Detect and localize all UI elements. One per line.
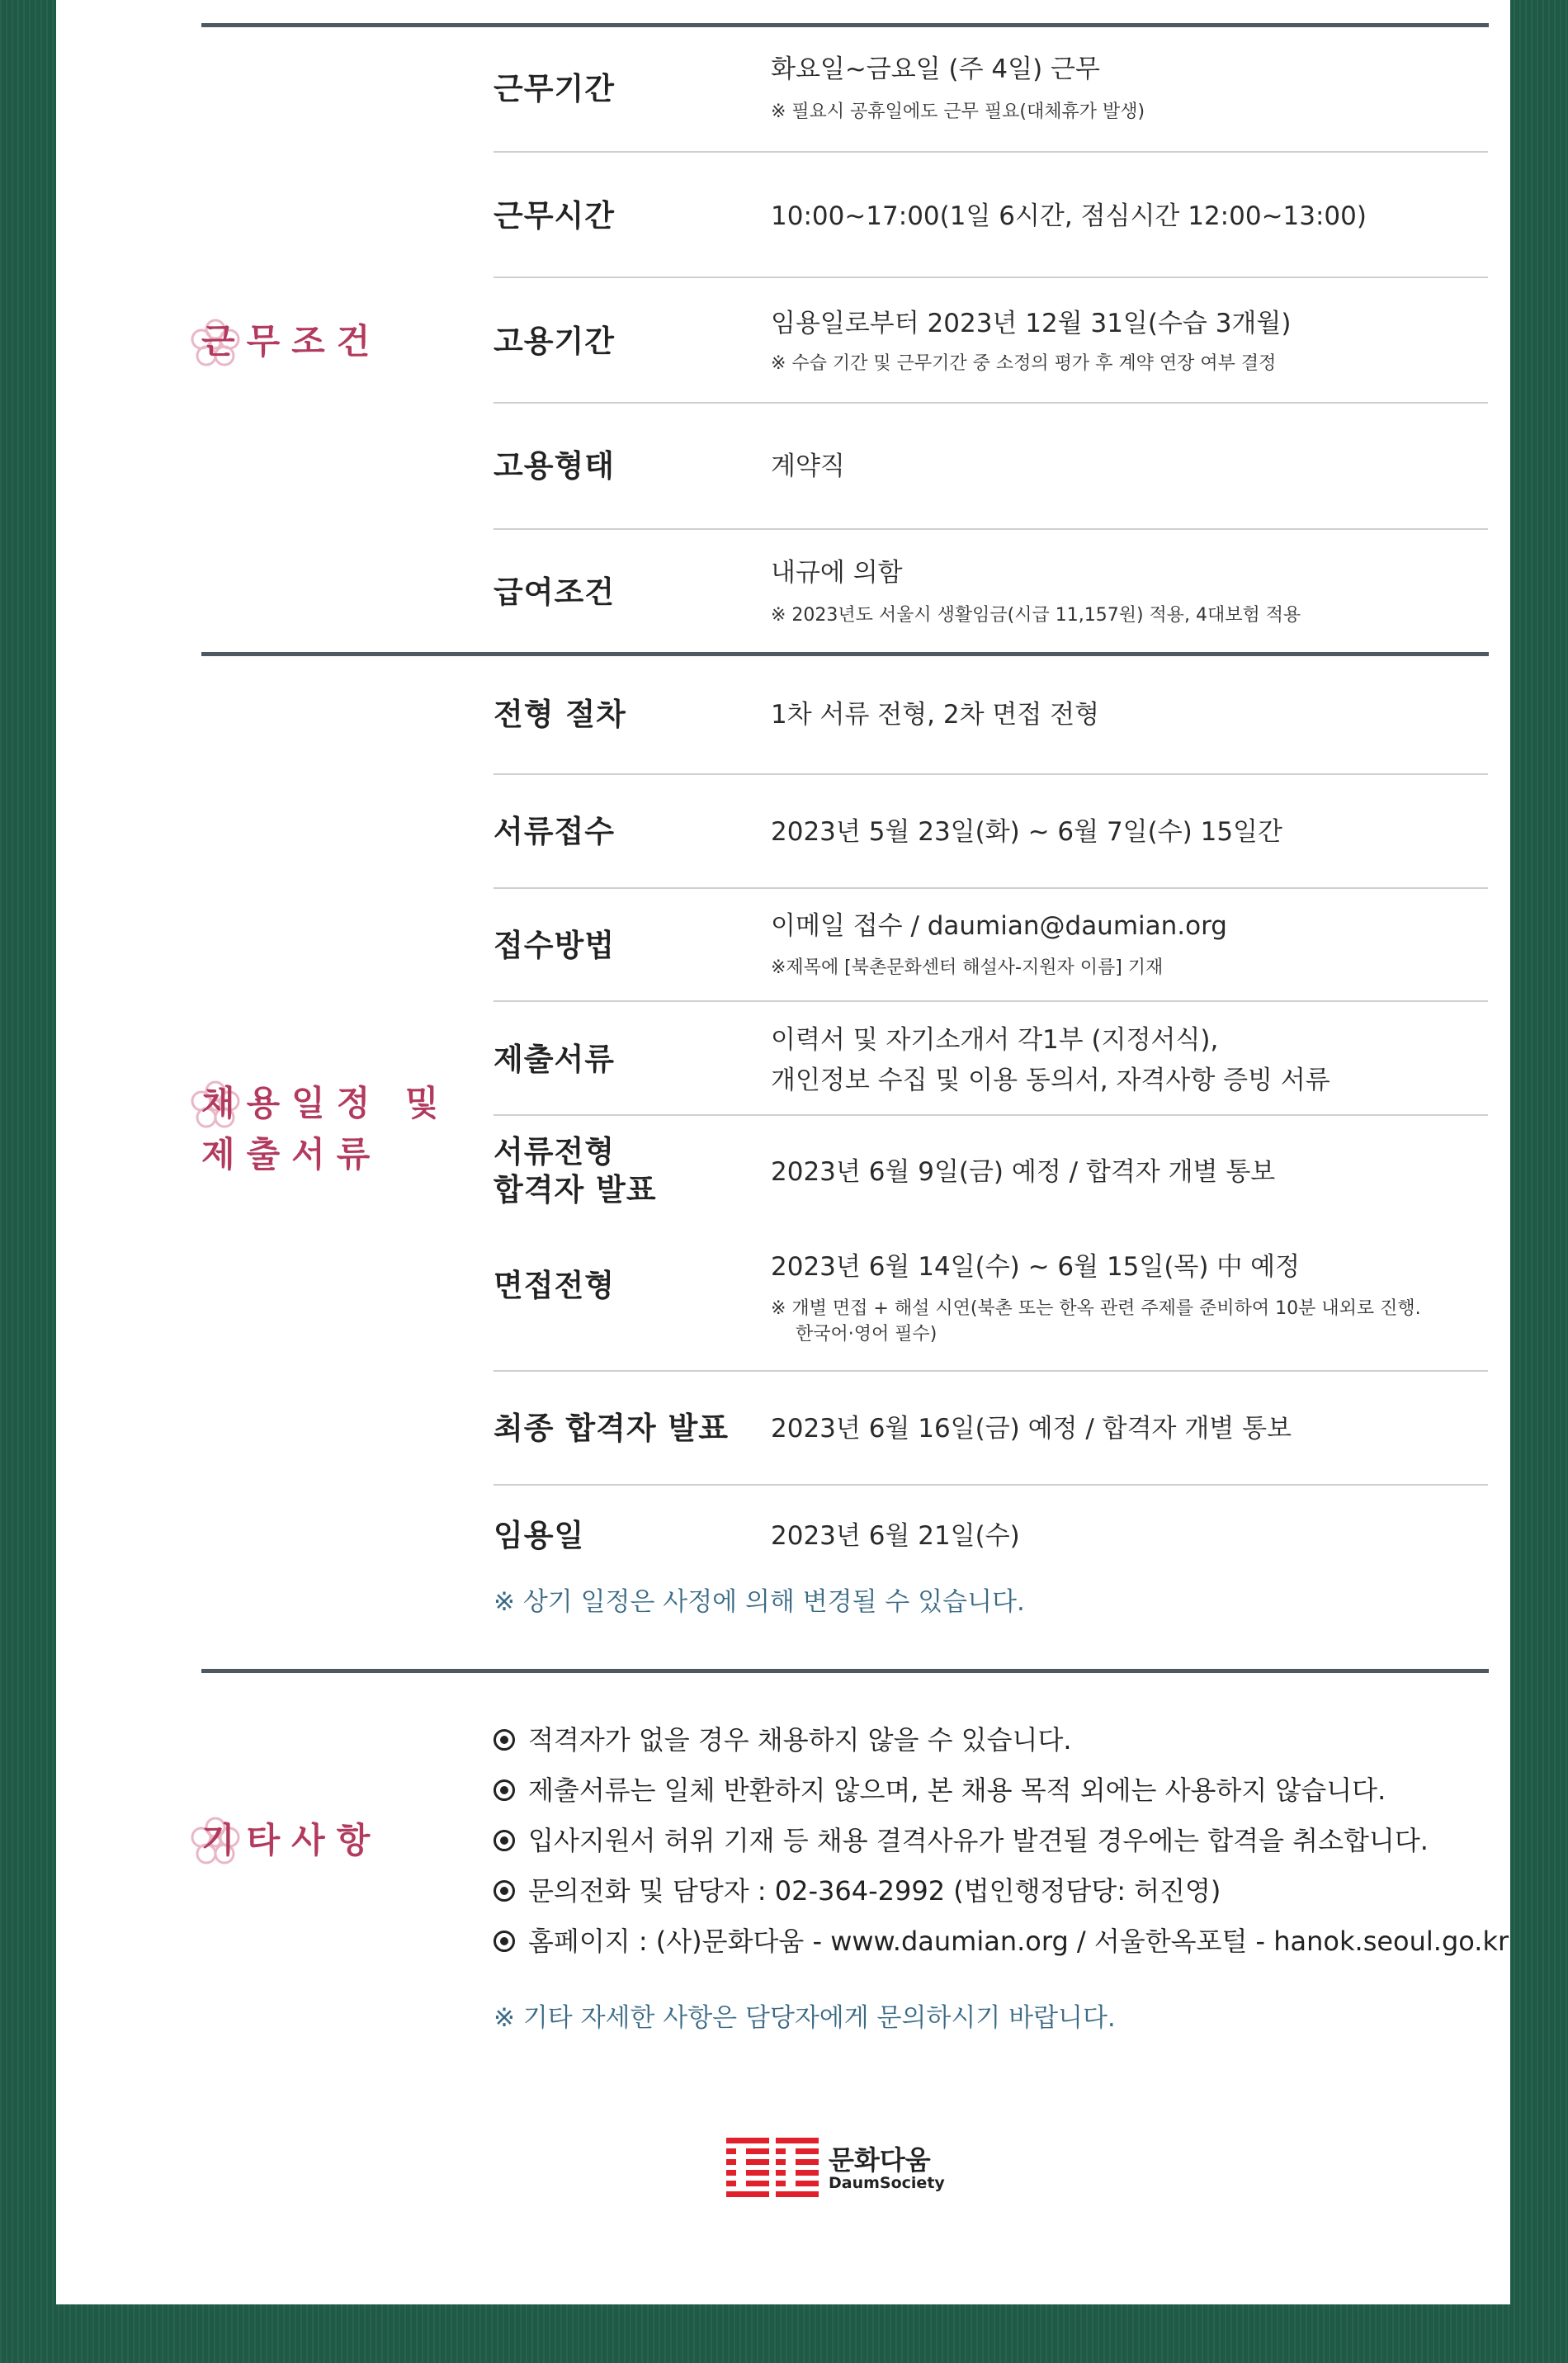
row-divider: [494, 1000, 1488, 1002]
row-value: 화요일~금요일 (주 4일) 근무: [771, 54, 1100, 84]
bullet-text: 문의전화 및 담당자 : 02-364-2992 (법인행정담당: 허진영): [528, 1875, 1221, 1907]
section-title-schedule-line1: 채용일정 및: [201, 1083, 451, 1123]
bullet-item: [494, 1771, 1386, 1809]
bullet-text: 홈페이지 : (사)문화다움 - www.daumian.org / 서울한옥포털 - hanok.seoul.go.kr: [528, 1926, 1509, 1957]
radio-bullet-icon: [494, 1880, 515, 1902]
row-value: 10:00~17:00(1일 6시간, 점심시간 12:00~13:00): [771, 201, 1367, 231]
section-divider: [201, 1669, 1489, 1673]
bullet-item: [494, 1822, 1429, 1860]
row-value-line2: 개인정보 수집 및 이용 동의서, 자격사항 증빙 서류: [771, 1066, 1330, 1095]
row-divider: [494, 402, 1488, 404]
radio-bullet-icon: [494, 1830, 515, 1851]
other-remark: ※ 기타 자세한 사항은 담당자에게 문의하시기 바랍니다.: [494, 2003, 1116, 2033]
logo-name: 문화다움: [829, 2144, 931, 2176]
row-divider: [494, 1114, 1488, 1116]
radio-bullet-icon: [494, 1931, 515, 1952]
bullet-item: [494, 1721, 1072, 1759]
row-value: 2023년 5월 23일(화) ~ 6월 7일(수) 15일간: [771, 817, 1282, 847]
radio-bullet-icon: [494, 1729, 515, 1751]
footer-logo: [726, 2138, 945, 2200]
row-value: 2023년 6월 16일(금) 예정 / 합격자 개별 통보: [771, 1414, 1292, 1444]
section-title-schedule-line2: 제출서류: [201, 1134, 382, 1174]
row-divider: [494, 151, 1488, 153]
row-divider: [494, 1370, 1488, 1372]
notice-paper: [56, 0, 1510, 2304]
row-note: ※ 수습 기간 및 근무기간 중 소정의 평가 후 계약 연장 여부 결정: [771, 353, 1277, 374]
section-title-other: 기타사항: [201, 1820, 382, 1860]
row-note: ※ 2023년도 서울시 생활임금(시급 11,157원) 적용, 4대보험 적용: [771, 605, 1301, 626]
row-note-line2: 한국어·영어 필수): [796, 1324, 937, 1345]
row-label: 고용기간: [494, 324, 615, 359]
row-note: ※제목에 [북촌문화센터 해설사-지원자 이름] 기재: [771, 957, 1164, 978]
row-label: 서류전형: [494, 1134, 615, 1170]
row-label: 근무기간: [494, 71, 615, 106]
row-value: 1차 서류 전형, 2차 면접 전형: [771, 700, 1100, 730]
row-label: 임용일: [494, 1518, 585, 1553]
bullet-text: 입사지원서 허위 기재 등 채용 결격사유가 발견될 경우에는 합격을 취소합니다.: [528, 1825, 1429, 1856]
bullet-item: [494, 1922, 1509, 1960]
row-label: 전형 절차: [494, 697, 626, 732]
row-label: 고용형태: [494, 448, 615, 484]
row-label-line2: 합격자 발표: [494, 1172, 657, 1207]
row-divider: [494, 887, 1488, 889]
row-divider: [494, 528, 1488, 530]
daum-society-logo-icon: [726, 2138, 819, 2200]
row-divider: [494, 276, 1488, 278]
row-value: 2023년 6월 21일(수): [771, 1521, 1020, 1551]
row-label: 제출서류: [494, 1042, 615, 1077]
row-label: 최종 합격자 발표: [494, 1411, 729, 1446]
row-label: 급여조건: [494, 574, 615, 610]
radio-bullet-icon: [494, 1779, 515, 1801]
row-label: 면접전형: [494, 1268, 615, 1303]
section-divider: [201, 23, 1489, 27]
bullet-text: 제출서류는 일체 반환하지 않으며, 본 채용 목적 외에는 사용하지 않습니다.: [528, 1775, 1386, 1806]
row-value: 이력서 및 자기소개서 각1부 (지정서식),: [771, 1025, 1219, 1055]
row-label: 접수방법: [494, 928, 615, 963]
row-note: ※ 필요시 공휴일에도 근무 필요(대체휴가 발생): [771, 102, 1145, 122]
bullet-item: [494, 1872, 1221, 1910]
row-value: 이메일 접수 / daumian@daumian.org: [771, 911, 1227, 941]
row-value: 임용일로부터 2023년 12월 31일(수습 3개월): [771, 309, 1292, 338]
section-title-work-conditions: 근무조건: [201, 321, 382, 362]
bullet-text: 적격자가 없을 경우 채용하지 않을 수 있습니다.: [528, 1724, 1072, 1756]
row-divider: [494, 1484, 1488, 1486]
row-note: ※ 개별 면접 + 해설 시연(북촌 또는 한옥 관련 주제를 준비하여 10분 내외로 진행.: [771, 1298, 1421, 1319]
row-value: 계약직: [771, 451, 845, 481]
row-value: 내규에 의함: [771, 558, 903, 588]
section-divider: [201, 652, 1489, 656]
row-value: 2023년 6월 9일(금) 예정 / 합격자 개별 통보: [771, 1157, 1276, 1187]
schedule-remark: ※ 상기 일정은 사정에 의해 변경될 수 있습니다.: [494, 1587, 1025, 1617]
row-label: 서류접수: [494, 814, 615, 849]
row-value: 2023년 6월 14일(수) ~ 6월 15일(목) 中 예정: [771, 1252, 1301, 1282]
logo-subtitle: DaumSociety: [829, 2174, 945, 2192]
row-label: 근무시간: [494, 198, 615, 234]
row-divider: [494, 773, 1488, 775]
